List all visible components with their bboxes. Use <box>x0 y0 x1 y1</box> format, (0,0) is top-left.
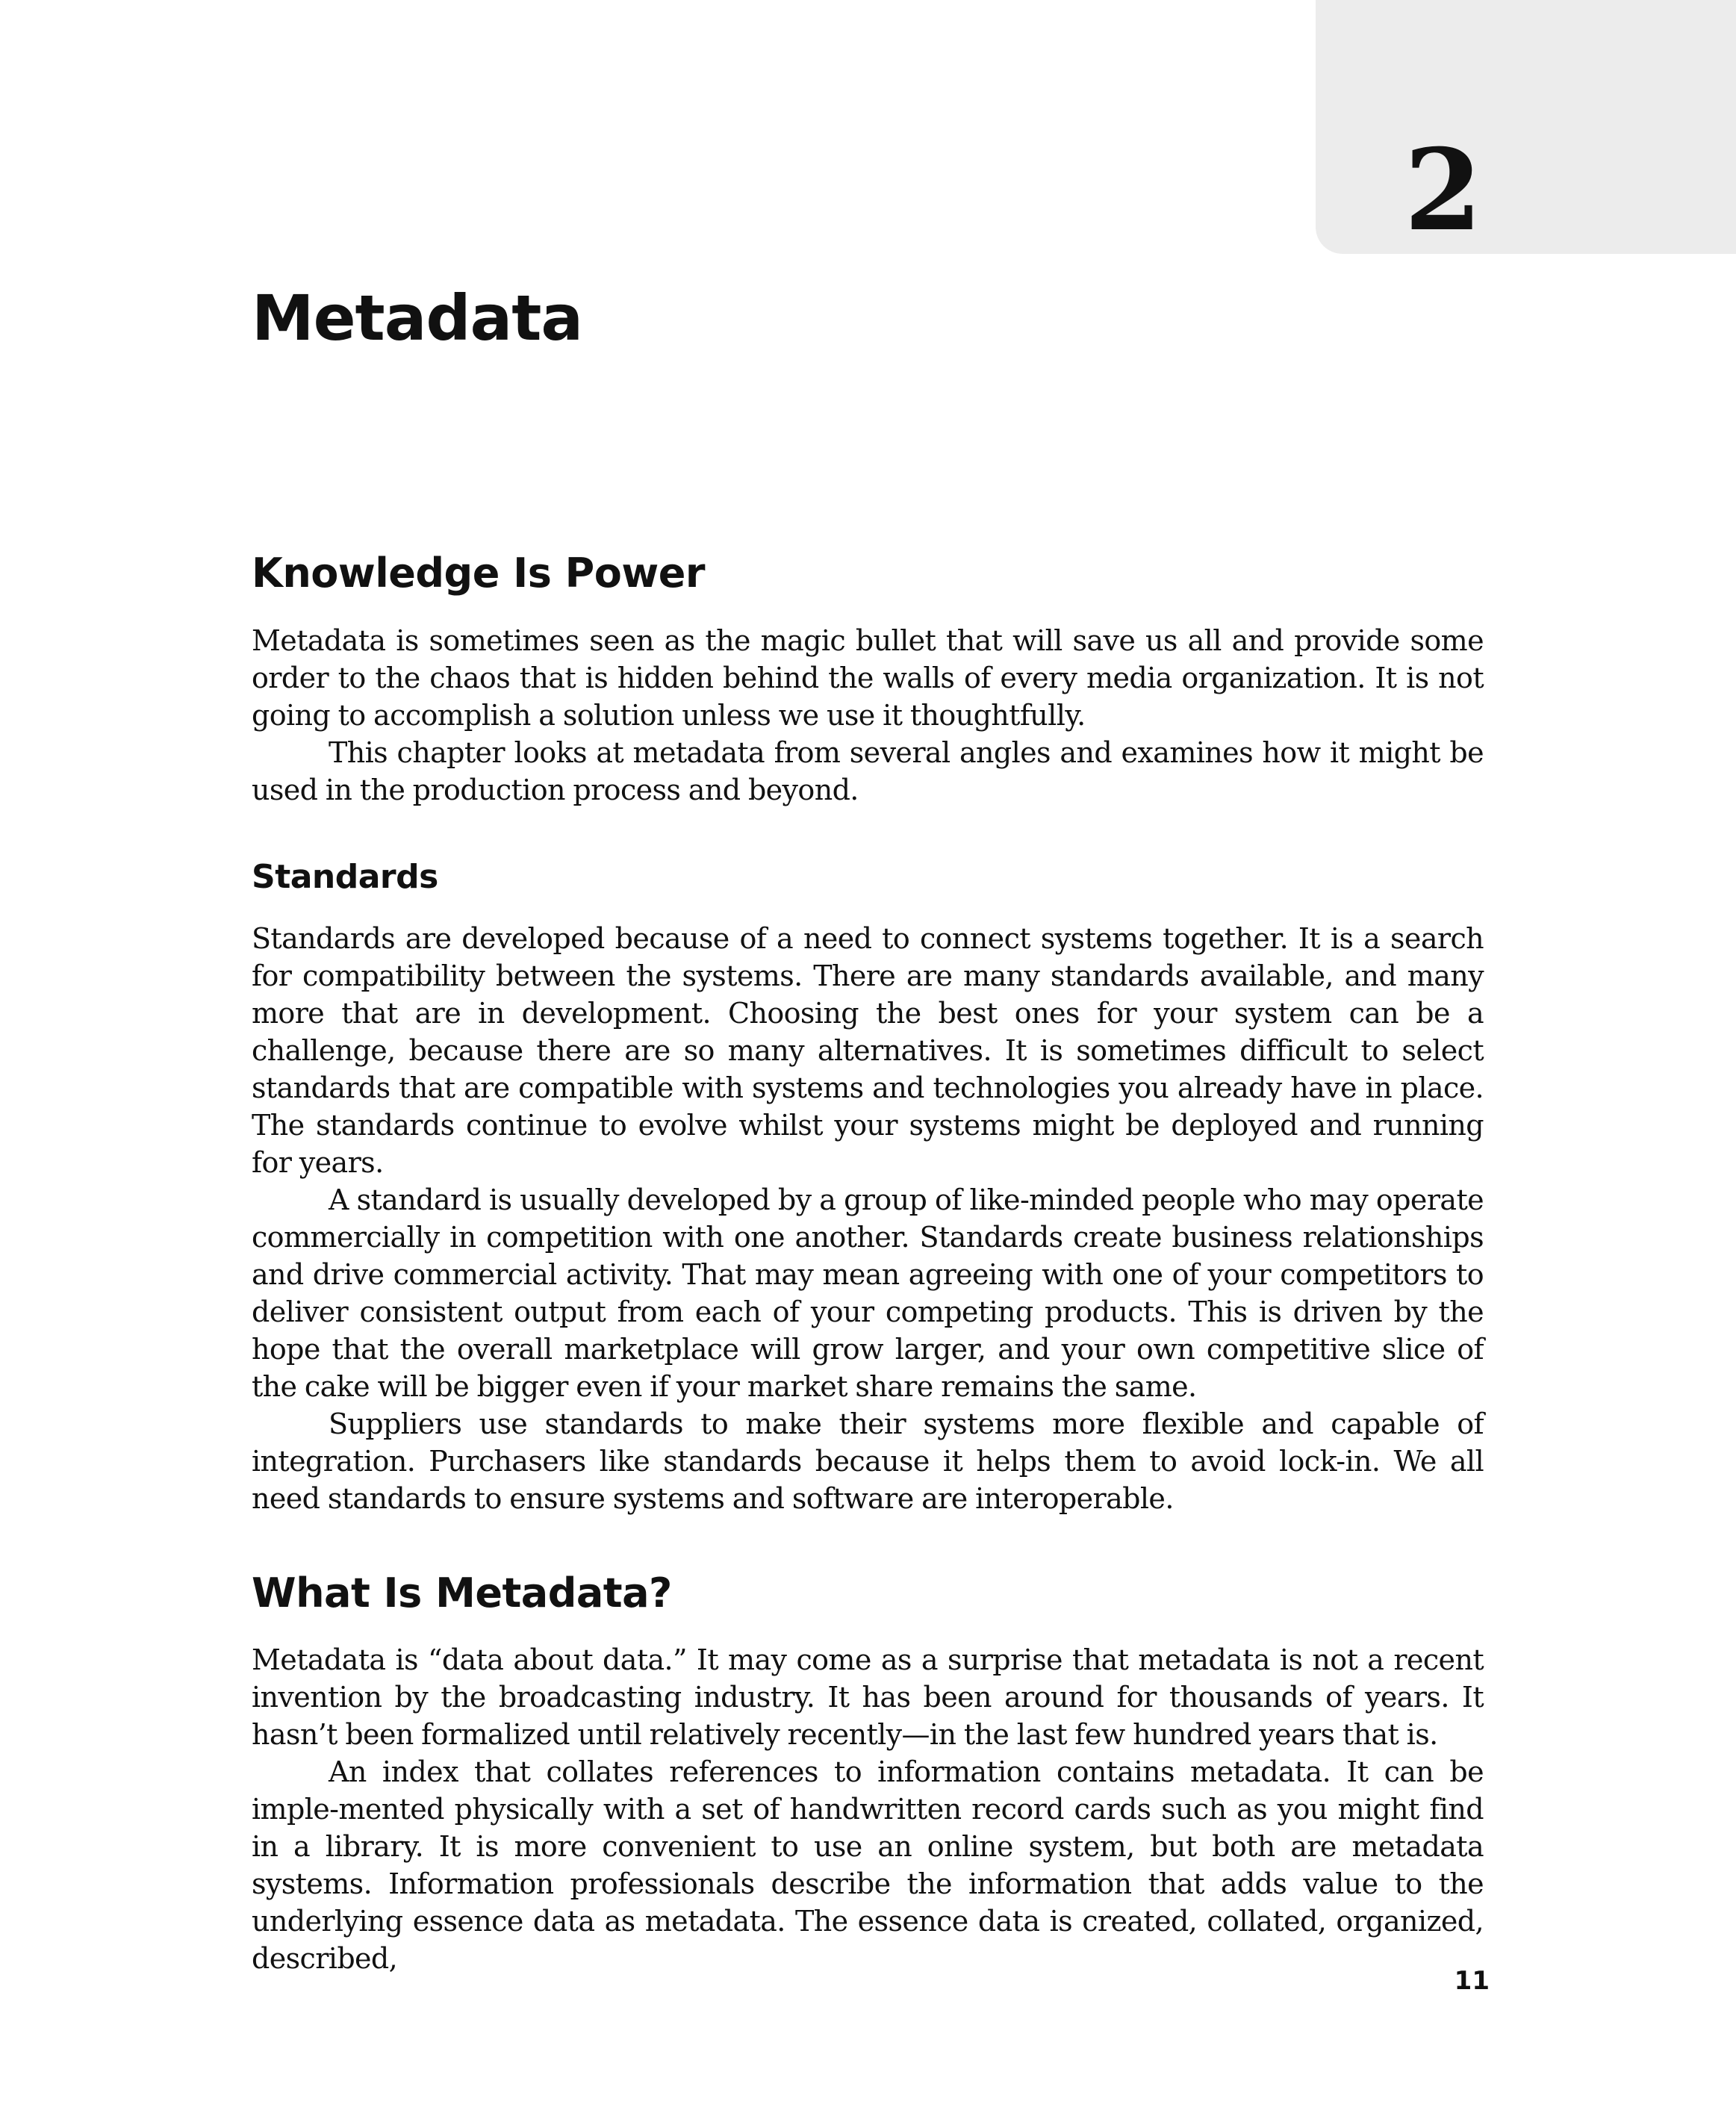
section-heading-what-is-metadata: What Is Metadata? <box>252 1569 672 1617</box>
paragraph: Metadata is sometimes seen as the magic bullet that will save us all and provide some order to the chaos that is hidden behind the walls of every media organization. It is not going to accomplish a solution unless we use it thoughtfully. <box>252 623 1484 732</box>
paragraph: Suppliers use standards to make their systems more flexible and capable of integration. Purchasers like standards because it helps them to avoid lock-in. We all need standards to ensure systems and software are interoperable. <box>252 1407 1484 1515</box>
paragraph: This chapter looks at metadata from several angles and examines how it might be used in the production process and beyond. <box>252 735 1484 806</box>
paragraph: Metadata is “data about data.” It may come as a surprise that metadata is not a recent invention by the broadcasting industry. It has been around for thousands of years. It hasn’t been formalized until relatively recently—in the last few hundred years that is. <box>252 1643 1484 1752</box>
chapter-tab <box>1316 0 1736 254</box>
page-content <box>252 550 1484 1977</box>
page-number: 11 <box>1454 1966 1490 1996</box>
paragraph: An index that collates references to information contains metadata. It can be imple-mented physically with a set of handwritten record cards such as you might find in a library. It is more convenient to use an online system, but both are metadata systems. Information professionals describe the information that adds value to the underlying essence data as metadata. The essence data is created, collated, organized, described, <box>252 1755 1484 1976</box>
paragraph: A standard is usually developed by a group of like-minded people who may operate commercially in competition with one another. Standards create business relationships and drive commercial activity. That may mean agreeing with one of your competitors to deliver consistent output from each of your competing products. This is driven by the hope that the overall marketplace will grow larger, and your own competitive slice of the cake will be bigger even if your market share remains the same. <box>252 1183 1484 1403</box>
chapter-title: Metadata <box>252 281 583 355</box>
subsection-heading-standards: Standards <box>252 857 438 896</box>
section-heading-knowledge: Knowledge Is Power <box>252 550 705 597</box>
paragraph: Standards are developed because of a need to connect systems together. It is a search for compatibility between the systems. There are many standards available, and many more that are in development. Choosing the best ones for your system can be a challenge, because there are so many alternatives. It is sometimes difficult to select standards that are compatible with systems and technologies you already have in place. The standards continue to evolve whilst your systems might be deployed and running for years. <box>252 921 1484 1179</box>
chapter-number: 2 <box>1404 125 1482 256</box>
